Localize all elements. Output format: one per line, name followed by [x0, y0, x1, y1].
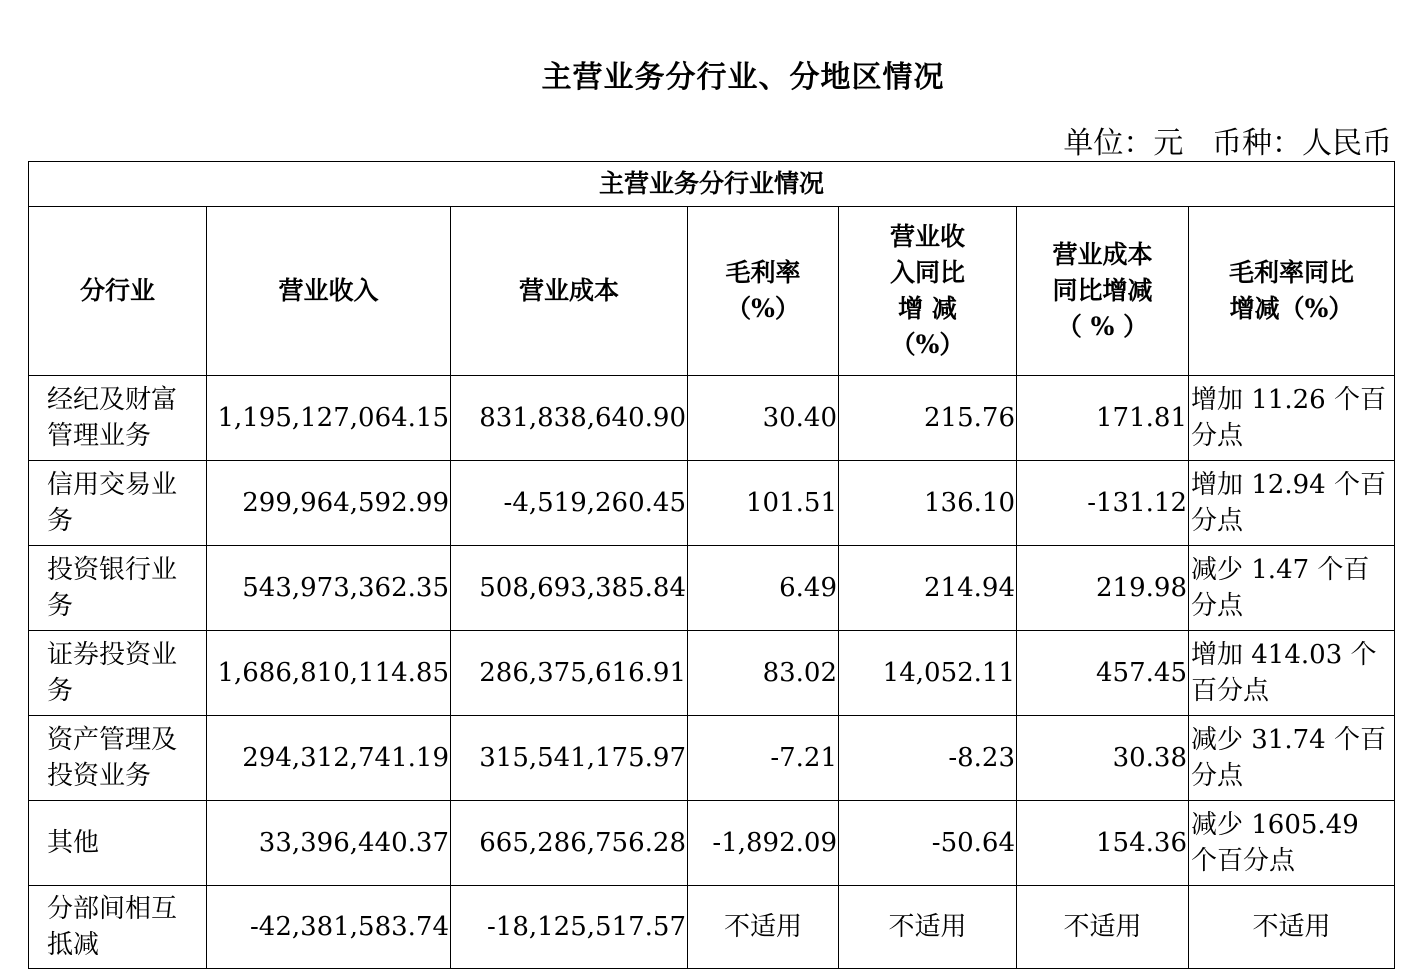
cell-cost-yoy: 171.81	[1017, 376, 1189, 461]
cell-cost: 508,693,385.84	[451, 546, 688, 631]
cell-revenue-yoy: 136.10	[839, 461, 1017, 546]
header-cost-yoy	[1017, 207, 1189, 376]
cell-industry: 其他	[29, 801, 207, 886]
cell-cost: 831,838,640.90	[451, 376, 688, 461]
cell-industry: 证券投资业务	[29, 631, 207, 716]
cell-industry: 分部间相互抵减	[29, 886, 207, 969]
header-industry	[29, 207, 207, 376]
header-label: 营业收入	[278, 276, 379, 305]
cell-gross-margin: -1,892.09	[688, 801, 839, 886]
table-row	[29, 546, 1395, 631]
cell-gm-change: 减少 31.74 个百分点	[1189, 716, 1395, 801]
cell-cost-yoy: 457.45	[1017, 631, 1189, 716]
cell-industry: 信用交易业务	[29, 461, 207, 546]
cell-revenue: 543,973,362.35	[207, 546, 451, 631]
cell-revenue: 1,195,127,064.15	[207, 376, 451, 461]
cell-revenue: 33,396,440.37	[207, 801, 451, 886]
cell-cost-yoy: 30.38	[1017, 716, 1189, 801]
header-label: 营业成本 同比增减 （ % ）	[1052, 240, 1153, 341]
cell-revenue-yoy: 14,052.11	[839, 631, 1017, 716]
unit-currency-note: 单位：元 币种：人民币	[1063, 126, 1392, 161]
cell-cost-yoy: -131.12	[1017, 461, 1189, 546]
cell-cost: 315,541,175.97	[451, 716, 688, 801]
cell-gross-margin: 83.02	[688, 631, 839, 716]
header-label: 分行业	[79, 276, 155, 305]
header-gross-margin	[688, 207, 839, 376]
table-row	[29, 801, 1395, 886]
cell-industry: 投资银行业务	[29, 546, 207, 631]
cell-gross-margin: 6.49	[688, 546, 839, 631]
cell-cost-yoy: 不适用	[1017, 886, 1189, 969]
industry-revenue-table	[28, 161, 1395, 969]
document-title: 主营业务分行业、分地区情况	[541, 60, 945, 95]
cell-revenue: -42,381,583.74	[207, 886, 451, 969]
cell-cost: -18,125,517.57	[451, 886, 688, 969]
cell-revenue-yoy: 214.94	[839, 546, 1017, 631]
cell-cost: 665,286,756.28	[451, 801, 688, 886]
cell-revenue-yoy: -50.64	[839, 801, 1017, 886]
header-label: 毛利率 （%）	[725, 258, 801, 323]
table-row	[29, 716, 1395, 801]
table-row	[29, 886, 1395, 969]
section-title: 主营业务分行业情况	[29, 162, 1395, 207]
cell-cost-yoy: 154.36	[1017, 801, 1189, 886]
cell-revenue-yoy: 不适用	[839, 886, 1017, 969]
cell-cost: -4,519,260.45	[451, 461, 688, 546]
cell-gross-margin: -7.21	[688, 716, 839, 801]
header-label: 毛利率同比 增减（%）	[1229, 258, 1355, 323]
cell-gm-change: 减少 1605.49 个百分点	[1189, 801, 1395, 886]
table-row	[29, 631, 1395, 716]
cell-revenue-yoy: 215.76	[839, 376, 1017, 461]
table-row	[29, 376, 1395, 461]
header-label: 营业收 入同比 增 减 （%）	[889, 222, 965, 359]
cell-gm-change: 增加 11.26 个百分点	[1189, 376, 1395, 461]
cell-gross-margin: 不适用	[688, 886, 839, 969]
cell-gm-change: 增加 414.03 个百分点	[1189, 631, 1395, 716]
cell-revenue: 294,312,741.19	[207, 716, 451, 801]
cell-industry: 资产管理及投资业务	[29, 716, 207, 801]
table-row	[29, 461, 1395, 546]
cell-gm-change: 减少 1.47 个百分点	[1189, 546, 1395, 631]
cell-revenue: 1,686,810,114.85	[207, 631, 451, 716]
header-gm-change	[1189, 207, 1395, 376]
cell-cost-yoy: 219.98	[1017, 546, 1189, 631]
header-revenue	[207, 207, 451, 376]
header-label: 营业成本	[518, 276, 619, 305]
cell-revenue: 299,964,592.99	[207, 461, 451, 546]
cell-industry: 经纪及财富管理业务	[29, 376, 207, 461]
header-cost	[451, 207, 688, 376]
cell-cost: 286,375,616.91	[451, 631, 688, 716]
cell-gross-margin: 30.40	[688, 376, 839, 461]
cell-gross-margin: 101.51	[688, 461, 839, 546]
cell-gm-change: 不适用	[1189, 886, 1395, 969]
cell-gm-change: 增加 12.94 个百分点	[1189, 461, 1395, 546]
cell-revenue-yoy: -8.23	[839, 716, 1017, 801]
header-revenue-yoy	[839, 207, 1017, 376]
